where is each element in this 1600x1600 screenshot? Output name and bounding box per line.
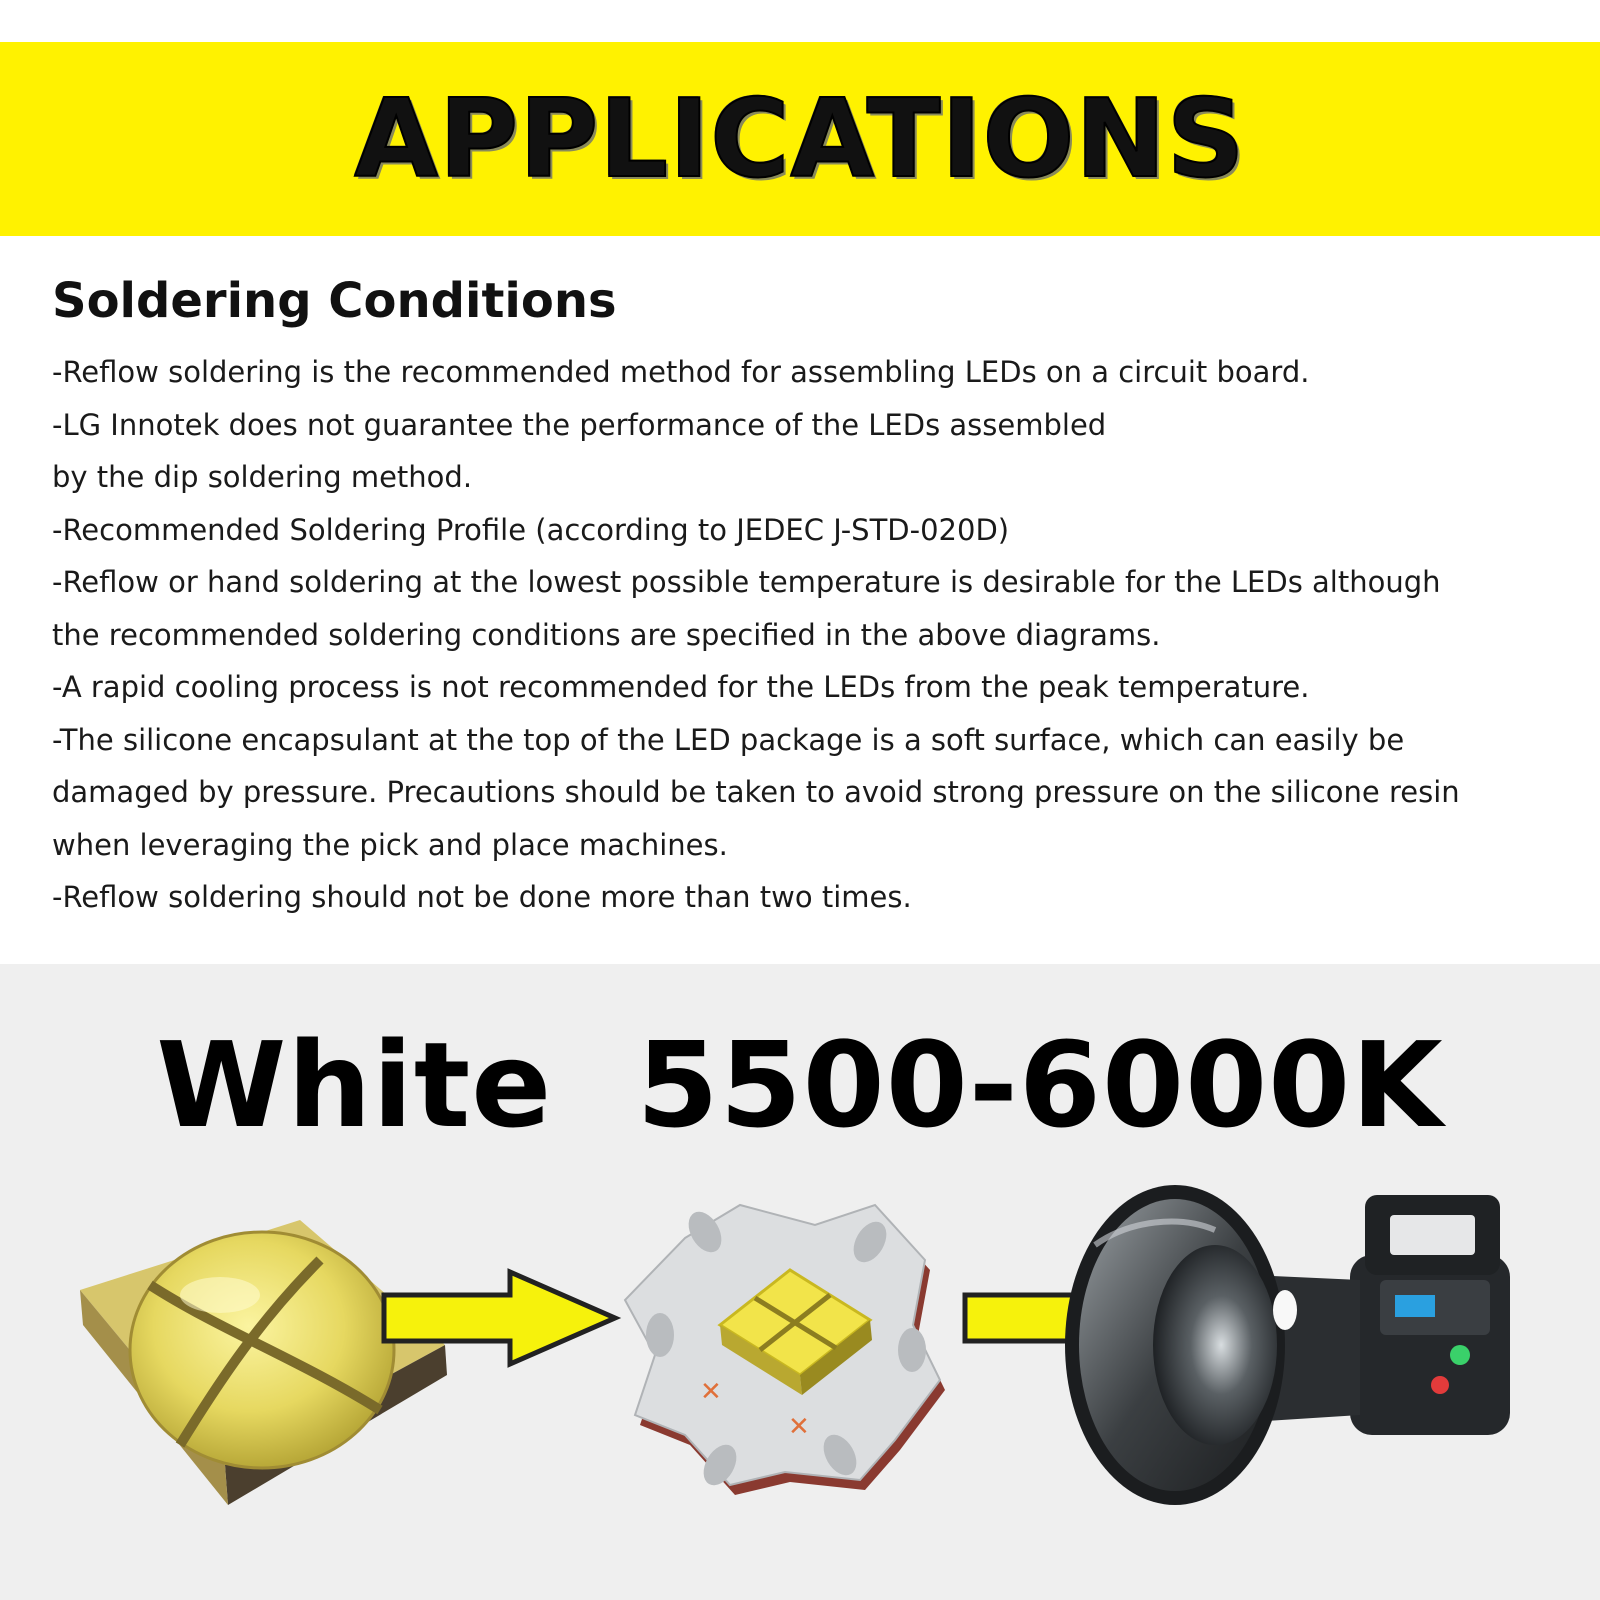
soldering-line: -Recommended Soldering Profile (according to JEDEC J-STD-020D)	[52, 512, 1010, 547]
star-board-led-icon	[625, 1205, 945, 1495]
soldering-line: the recommended soldering conditions are specified in the above diagrams.	[52, 617, 1161, 652]
svg-text:✕: ✕	[788, 1412, 810, 1442]
soldering-line: -The silicone encapsulant at the top of the LED package is a soft surface, which can easily be	[52, 722, 1405, 757]
soldering-line: when leveraging the pick and place machines.	[52, 827, 728, 862]
soldering-line: -Reflow or hand soldering at the lowest possible temperature is desirable for the LEDs although	[52, 565, 1441, 599]
soldering-section	[52, 270, 1552, 924]
soldering-line: by the dip soldering method.	[52, 460, 473, 494]
soldering-line: -LG Innotek does not guarantee the performance of the LEDs assembled	[52, 407, 1107, 442]
flashlight-icon	[1065, 1185, 1510, 1505]
soldering-line: -A rapid cooling process is not recommended for the LEDs from the peak temperature.	[52, 670, 1310, 704]
led-chip-icon	[80, 1220, 447, 1505]
svg-text:✕: ✕	[700, 1377, 722, 1407]
led-to-flashlight-illustration	[0, 1160, 1600, 1600]
soldering-line: damaged by pressure. Precautions should be taken to avoid strong pressure on the silicone resin	[52, 775, 1460, 809]
section-heading: Soldering Conditions	[52, 273, 617, 329]
soldering-line: -Reflow soldering is the recommended method for assembling LEDs on a circuit board.	[52, 355, 1310, 389]
soldering-line: -Reflow soldering should not be done more than two times.	[52, 880, 912, 914]
color-temperature-title: White 5500-6000K	[156, 1016, 1444, 1154]
banner-title: APPLICATIONS	[354, 76, 1246, 202]
soldering-lines	[52, 346, 1552, 924]
applications-banner	[0, 42, 1600, 236]
